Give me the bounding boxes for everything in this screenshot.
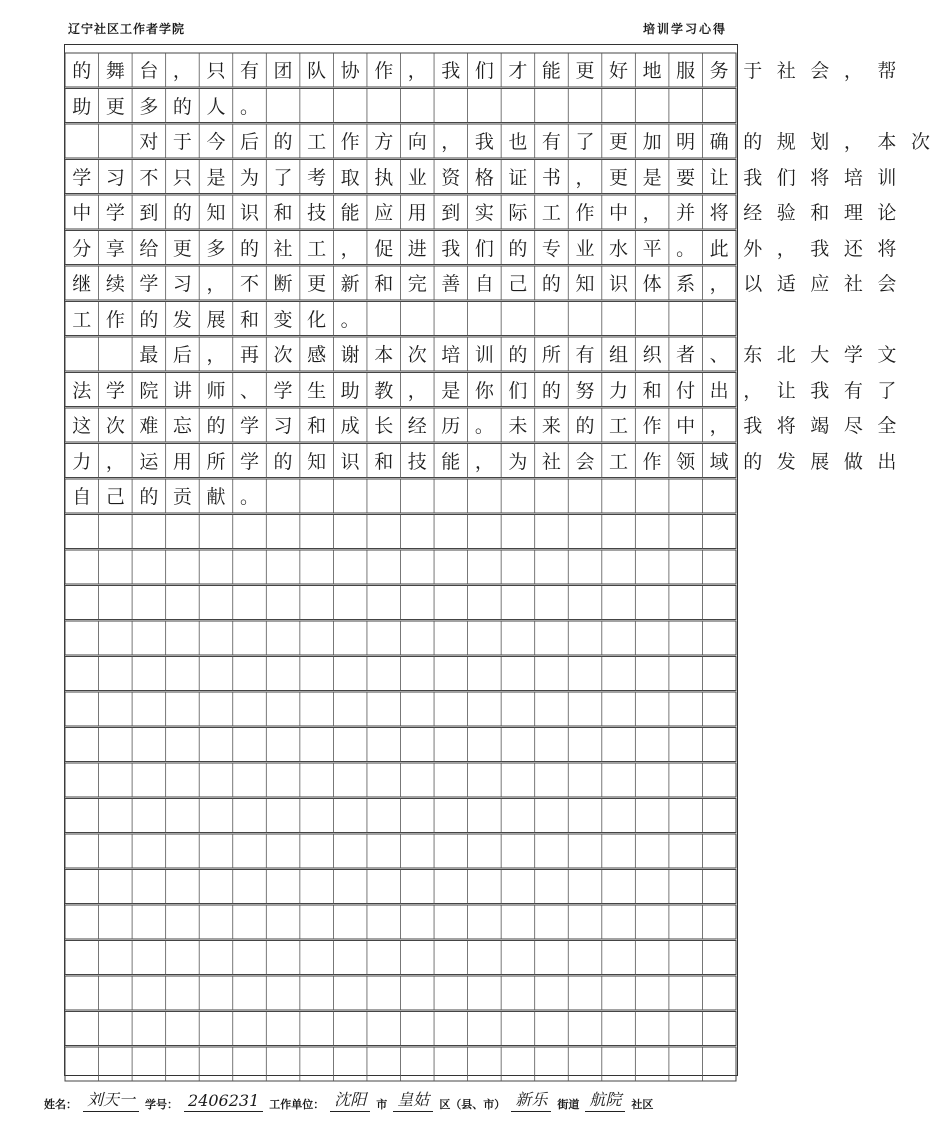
grid-paper xyxy=(64,44,930,1076)
text-line: 中 学 到 的 知 识 和 技 能 应 用 到 实 际 工 作 中 ， 并 将 经 验 和 理 论 xyxy=(72,202,897,224)
community-value: 航院 xyxy=(585,1087,625,1112)
street-label: 街道 xyxy=(557,1098,580,1111)
text-line: 这 次 难 忘 的 学 习 和 成 长 经 历 。 未 来 的 工 作 中 ， 我 将 竭 尽 全 xyxy=(72,415,897,437)
text-line: 助 更 多 的 人 。 xyxy=(72,95,260,118)
text-line: 力 ， 运 用 所 学 的 知 识 和 技 能 ， 为 社 会 工 作 领 域 的 发 展 做 出 xyxy=(72,450,897,473)
name-value: 刘天一 xyxy=(83,1087,139,1112)
text-line: 的 舞 台 ， 只 有 团 队 协 作 ， 我 们 才 能 更 好 地 服 务 于 社 会 ， 帮 xyxy=(72,60,897,82)
workplace-label: 工作单位： xyxy=(269,1098,325,1111)
text-line: 工 作 的 发 展 和 变 化 。 xyxy=(72,308,360,331)
text-line: 分 享 给 更 多 的 社 工 ， 促 进 我 们 的 专 业 水 平 。 此 外 ， 我 还 将 xyxy=(72,237,897,260)
district-value: 皇姑 xyxy=(393,1087,433,1112)
city-value: 沈阳 xyxy=(330,1087,370,1112)
signature-line xyxy=(44,1088,764,1112)
document-title: 培训学习心得 xyxy=(642,22,727,36)
street-value: 新乐 xyxy=(511,1087,551,1112)
city-label: 市 xyxy=(376,1098,388,1111)
name-label: 姓名： xyxy=(44,1098,77,1111)
student-id-value: 2406231 xyxy=(184,1091,263,1112)
text-line: 法 学 院 讲 师 、 学 生 助 教 ， 是 你 们 的 努 力 和 付 出 ， 让 我 有 了 xyxy=(72,379,897,402)
institution-title: 辽宁社区工作者学院 xyxy=(68,22,186,36)
text-line: 最 后 ， 再 次 感 谢 本 次 培 训 的 所 有 组 织 者 、 东 北 大 学 文 xyxy=(139,344,897,366)
text-line: 对 于 今 后 的 工 作 方 向 ， 我 也 有 了 更 加 明 确 的 规 划 ， 本 次 xyxy=(139,131,930,153)
text-line: 自 己 的 贡 献 。 xyxy=(72,486,260,508)
text-line: 学 习 不 只 是 为 了 考 取 执 业 资 格 证 书 ， 更 是 要 让 我 们 将 培 训 xyxy=(72,166,897,189)
district-label: 区（县、市） xyxy=(439,1098,506,1111)
student-id-label: 学号： xyxy=(145,1098,179,1111)
text-line: 继 续 学 习 ， 不 断 更 新 和 完 善 自 己 的 知 识 体 系 ， 以 适 应 社 会 xyxy=(72,273,897,295)
community-label: 社区 xyxy=(631,1098,654,1111)
